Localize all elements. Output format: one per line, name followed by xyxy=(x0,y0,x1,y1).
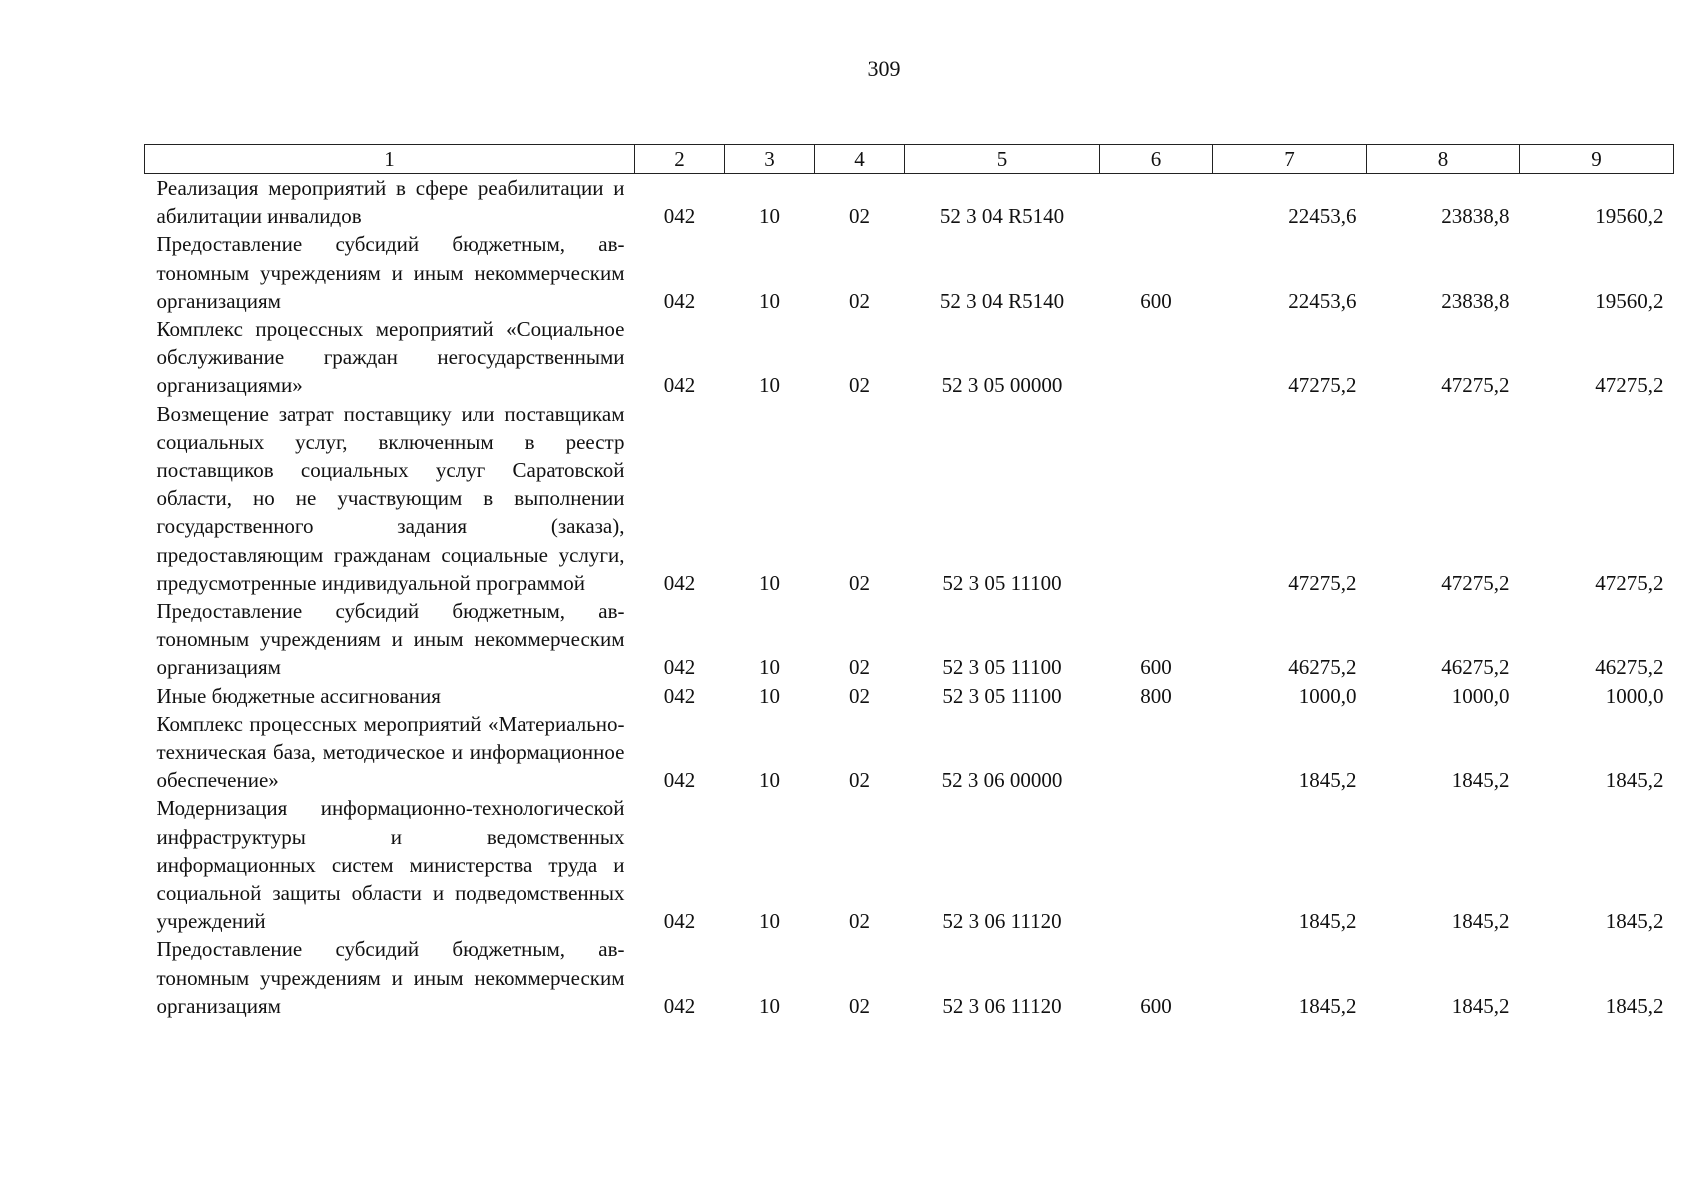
row-name: Предоставление субсидий бюджетным, автономным учреждениям и иным некоммерческим организациям xyxy=(156,232,625,313)
header-col-4: 4 xyxy=(815,145,905,174)
row-ministry: 042 xyxy=(663,288,696,313)
header-col-5: 5 xyxy=(905,145,1100,174)
row-amount-year1: 22453,6 xyxy=(1288,288,1357,313)
row-ministry: 042 xyxy=(663,655,696,680)
header-col-8: 8 xyxy=(1367,145,1520,174)
row-amount-year3: 1845,2 xyxy=(1605,993,1664,1018)
row-expense-type xyxy=(1100,315,1213,400)
row-section: 10 xyxy=(759,373,780,398)
row-amount-year2: 1000,0 xyxy=(1451,683,1510,708)
row-amount-year2: 47275,2 xyxy=(1441,570,1510,595)
row-amount-year1: 46275,2 xyxy=(1288,655,1357,680)
row-section: 10 xyxy=(759,683,780,708)
row-section: 10 xyxy=(759,288,780,313)
row-amount-year1: 1845,2 xyxy=(1298,909,1357,934)
row-subsection: 02 xyxy=(849,655,870,680)
row-amount-year3: 47275,2 xyxy=(1595,373,1664,398)
row-ministry: 042 xyxy=(663,570,696,595)
table-row xyxy=(145,794,1674,935)
table-body xyxy=(145,174,1674,1021)
row-subsection: 02 xyxy=(849,993,870,1018)
row-amount-year2: 1845,2 xyxy=(1451,768,1510,793)
row-subsection: 02 xyxy=(849,570,870,595)
header-col-3: 3 xyxy=(725,145,815,174)
row-amount-year3: 1845,2 xyxy=(1605,768,1664,793)
row-name: Предоставление субсидий бюджетным, автономным учреждениям и иным некоммерческим организациям xyxy=(156,937,625,1018)
header-col-9: 9 xyxy=(1520,145,1674,174)
row-ministry: 042 xyxy=(663,204,696,229)
row-expense-type: 600 xyxy=(1140,288,1172,313)
row-amount-year3: 1000,0 xyxy=(1605,683,1664,708)
row-target-code: 52 3 05 11100 xyxy=(942,570,1062,595)
row-amount-year1: 1845,2 xyxy=(1298,993,1357,1018)
row-ministry: 042 xyxy=(663,993,696,1018)
row-amount-year1: 47275,2 xyxy=(1288,373,1357,398)
row-amount-year3: 46275,2 xyxy=(1595,655,1664,680)
row-amount-year1: 1845,2 xyxy=(1298,768,1357,793)
row-section: 10 xyxy=(759,570,780,595)
header-col-2: 2 xyxy=(635,145,725,174)
row-section: 10 xyxy=(759,768,780,793)
budget-table xyxy=(144,144,1674,1020)
row-section: 10 xyxy=(759,993,780,1018)
table-row xyxy=(145,710,1674,795)
row-target-code: 52 3 04 R5140 xyxy=(939,288,1065,313)
row-section: 10 xyxy=(759,655,780,680)
header-col-6: 6 xyxy=(1100,145,1213,174)
table-row xyxy=(145,315,1674,400)
row-amount-year2: 1845,2 xyxy=(1451,993,1510,1018)
table-header xyxy=(145,145,1674,174)
row-amount-year3: 47275,2 xyxy=(1595,570,1664,595)
row-ministry: 042 xyxy=(663,909,696,934)
row-amount-year3: 19560,2 xyxy=(1595,204,1664,229)
table-row xyxy=(145,682,1674,710)
row-name: Возмещение затрат поставщику или поставщикам социальных услуг, включенным в реестр поставщиков социальных услуг Саратовской области, но не участвующим в выполнении государственного задания (заказа), предоставляющим гражданам социальные услуги, предусмотренные индивидуальной программой xyxy=(156,401,625,595)
row-name: Предоставление субсидий бюджетным, автономным учреждениям и иным некоммерческим организациям xyxy=(156,599,625,680)
row-name: Иные бюджетные ассигнования xyxy=(156,683,441,708)
row-target-code: 52 3 05 00000 xyxy=(941,373,1063,398)
row-ministry: 042 xyxy=(663,683,696,708)
row-name: Комплекс процессных мероприятий «Социальное обслуживание граждан негосударственными организациями» xyxy=(156,317,625,398)
row-expense-type: 600 xyxy=(1140,655,1172,680)
row-amount-year1: 1000,0 xyxy=(1298,683,1357,708)
row-name: Комплекс процессных мероприятий «Материально-техническая база, методическое и информационное обеспечение» xyxy=(156,711,625,793)
row-expense-type xyxy=(1100,174,1213,231)
row-subsection: 02 xyxy=(849,683,870,708)
header-col-1: 1 xyxy=(145,145,635,174)
row-ministry: 042 xyxy=(663,373,696,398)
table-row xyxy=(145,400,1674,597)
row-name: Реализация мероприятий в сфере реабилитации и абилитации инвалидов xyxy=(156,176,625,229)
row-expense-type xyxy=(1100,400,1213,597)
row-amount-year2: 23838,8 xyxy=(1441,204,1510,229)
row-expense-type xyxy=(1100,794,1213,935)
row-section: 10 xyxy=(759,909,780,934)
row-expense-type xyxy=(1100,710,1213,795)
row-subsection: 02 xyxy=(849,768,870,793)
row-subsection: 02 xyxy=(849,909,870,934)
header-col-7: 7 xyxy=(1213,145,1367,174)
row-subsection: 02 xyxy=(849,288,870,313)
table-row xyxy=(145,230,1674,315)
row-amount-year1: 22453,6 xyxy=(1288,204,1357,229)
row-amount-year1: 47275,2 xyxy=(1288,570,1357,595)
table-row xyxy=(145,174,1674,231)
row-target-code: 52 3 06 11120 xyxy=(942,909,1062,934)
header-row xyxy=(145,145,1674,174)
table-row xyxy=(145,935,1674,1020)
row-target-code: 52 3 06 11120 xyxy=(942,993,1062,1018)
table-row xyxy=(145,597,1674,682)
row-amount-year3: 19560,2 xyxy=(1595,288,1664,313)
row-amount-year2: 1845,2 xyxy=(1451,909,1510,934)
row-amount-year2: 47275,2 xyxy=(1441,373,1510,398)
row-amount-year2: 46275,2 xyxy=(1441,655,1510,680)
row-target-code: 52 3 05 11100 xyxy=(942,683,1062,708)
row-subsection: 02 xyxy=(849,373,870,398)
row-expense-type: 800 xyxy=(1140,683,1172,708)
row-amount-year2: 23838,8 xyxy=(1441,288,1510,313)
row-target-code: 52 3 05 11100 xyxy=(942,655,1062,680)
row-target-code: 52 3 04 R5140 xyxy=(939,204,1065,229)
row-subsection: 02 xyxy=(849,204,870,229)
row-expense-type: 600 xyxy=(1140,993,1172,1018)
row-target-code: 52 3 06 00000 xyxy=(941,768,1063,793)
row-section: 10 xyxy=(759,204,780,229)
row-name: Модернизация информационно-технологической инфраструктуры и ведомственных информационных систем министерства труда и социальной защиты области и подведомственных учреждений xyxy=(156,796,625,934)
row-amount-year3: 1845,2 xyxy=(1605,909,1664,934)
page-number: 309 xyxy=(867,56,901,81)
row-ministry: 042 xyxy=(663,768,696,793)
